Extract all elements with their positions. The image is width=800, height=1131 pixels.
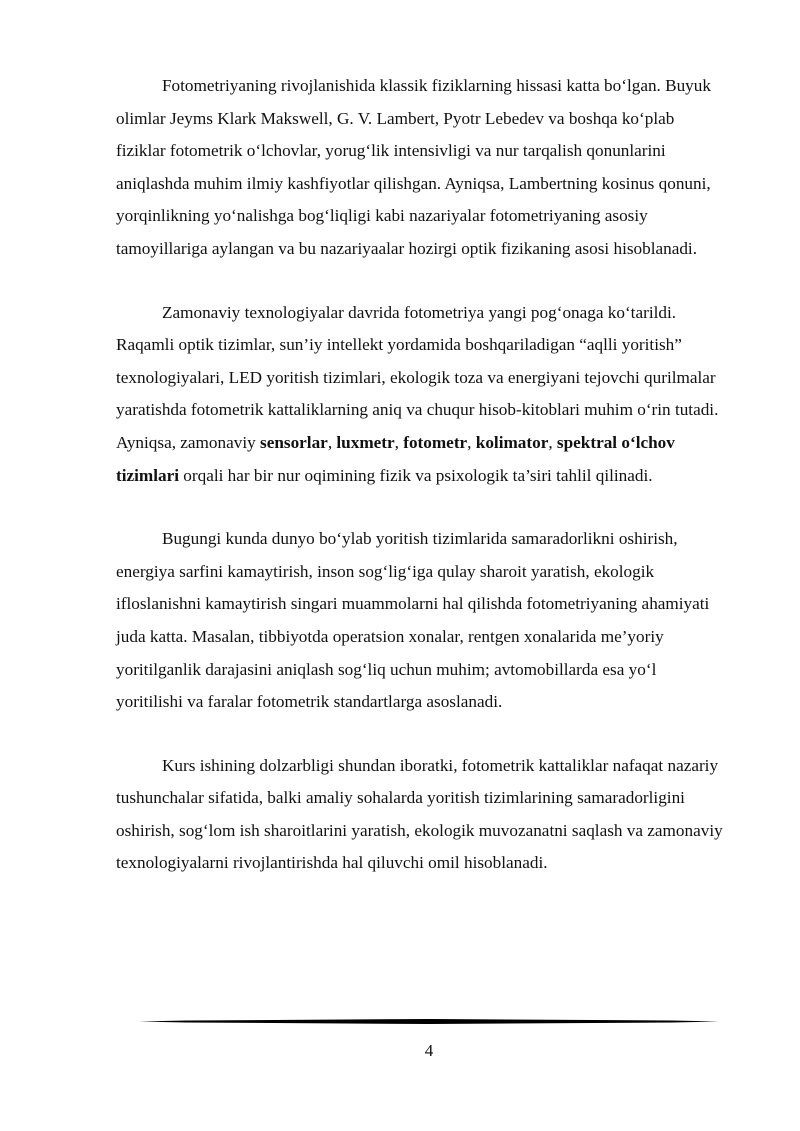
paragraph-2	[116, 297, 726, 493]
paragraph-1	[116, 70, 726, 266]
separator: ,	[327, 432, 337, 452]
paragraph-4-text: Kurs ishining dolzarbligi shundan iboratki, fotometrik kattaliklar nafaqat nazariy tushunchalar sifatida, balki amaliy sohalarda yoritish tizimlarining samaradorligini oshirish, sog‘lom ish sharoitlarini yaratish, ekologik muvozanatni saqlash va zamonaviy texnologiyalarni rivojlantirishda hal qiluvchi omil hisoblanadi.	[116, 755, 723, 873]
bold-term-spektral: spektral o‘lchov tizimlari	[116, 432, 675, 485]
bold-term-sensorlar: sensorlar	[260, 432, 328, 452]
paragraph-2-tail: orqali har bir nur oqimining fizik va psixologik ta’siri tahlil qilinadi.	[179, 465, 653, 485]
bold-term-kolimator: kolimator	[475, 432, 549, 452]
paragraph-1-text: Fotometriyaning rivojlanishida klassik fiziklarning hissasi katta bo‘lgan. Buyuk olimlar Jeyms Klark Makswell, G. V. Lambert, Pyotr Lebedev va boshqa ko‘plab fiziklar fotometrik o‘lchovlar, yorug‘lik intensivligi va nur tarqalish qonunlarini aniqlashda muhim ilmiy kashfiyotlar qilishgan. Ayniqsa, Lambertning kosinus qonuni, yorqinlikning yo‘nalishga bog‘liqligi kabi nazariyalar fotometriyaning asosiy tamoyillariga aylangan va bu nazariyaalar hozirgi optik fizikaning asosi hisoblanadi.	[116, 76, 711, 258]
bold-term-luxmetr: luxmetr	[336, 432, 395, 452]
document-body	[116, 70, 726, 911]
bold-term-fotometr: fotometr	[403, 432, 468, 452]
paragraph-3	[116, 523, 726, 719]
paragraph-2-text: Zamonaviy texnologiyalar davrida fotometriya yangi pog‘onaga ko‘tarildi. Raqamli optik tizimlar, sun’iy intellekt yordamida boshqariladigan “aqlli yoritish” texnologiyalari, LED yoritish tizimlari, ekologik toza va energiyani tejovchi qurilmalar yaratishda fotometrik kattaliklarning aniq va chuqur hisob-kitoblari muhim o‘rin tutadi. Ayniqsa, zamonaviy	[116, 302, 719, 452]
separator: ,	[467, 432, 476, 452]
paragraph-3-text: Bugungi kunda dunyo bo‘ylab yoritish tizimlarida samaradorlikni oshirish, energiya sarfini kamaytirish, inson sog‘lig‘iga qulay sharoit yaratish, ekologik ifloslanishni kamaytirish singari muammolarni hal qilishda fotometriyaning ahamiyati juda katta. Masalan, tibbiyotda operatsion xonalar, rentgen xonalarida me’yoriy yoritilganlik darajasini aniqlash sog‘liq uchun muhim; avtomobillarda esa yo‘l yoritilishi va faralar fotometrik standartlarga asoslanadi.	[116, 529, 710, 712]
separator: ,	[394, 432, 404, 452]
paragraph-4	[116, 750, 726, 880]
separator: ,	[548, 432, 557, 452]
footer-divider	[139, 1019, 719, 1024]
page-number: 4	[424, 1041, 434, 1060]
